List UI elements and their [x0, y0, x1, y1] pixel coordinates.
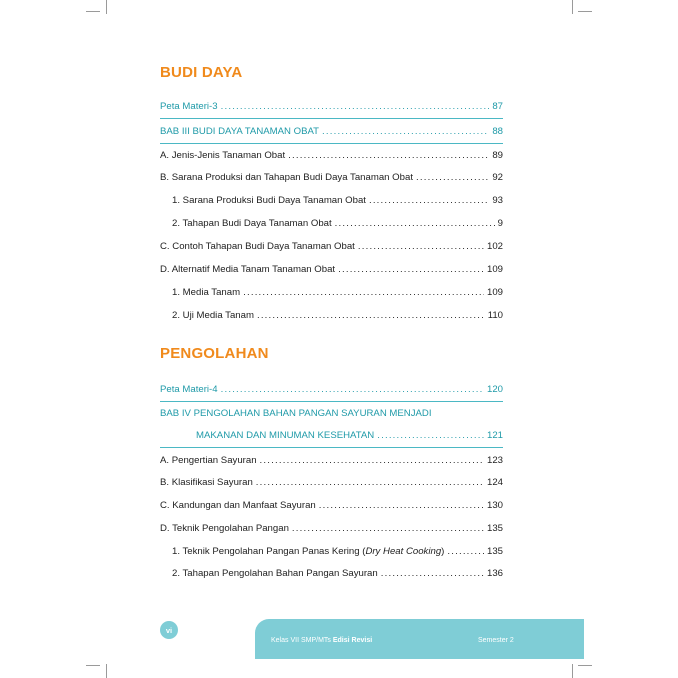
toc-label: A. Pengertian Sayuran — [160, 455, 257, 466]
toc-row[interactable] — [160, 150, 503, 161]
crop-mark — [572, 664, 573, 678]
crop-mark — [106, 0, 107, 14]
toc-page: 136 — [486, 568, 503, 579]
toc-row[interactable] — [160, 384, 503, 395]
toc-label: 1. Teknik Pengolahan Pangan Panas Kering (Dry Heat Cooking) — [172, 546, 445, 557]
crop-mark — [572, 0, 573, 14]
toc-label: BAB III BUDI DAYA TANAMAN OBAT — [160, 126, 320, 137]
toc-page: 130 — [486, 500, 503, 511]
toc-label: Peta Materi-3 — [160, 101, 218, 112]
divider — [160, 447, 503, 448]
toc-label: 1. Sarana Produksi Budi Daya Tanaman Obat — [172, 195, 366, 206]
toc-row[interactable] — [160, 126, 503, 137]
toc-page: 135 — [486, 523, 503, 534]
toc-label: 2. Tahapan Pengolahan Bahan Pangan Sayuran — [172, 568, 378, 579]
section-title-budi-daya: BUDI DAYA — [160, 64, 243, 81]
toc-label: B. Sarana Produksi dan Tahapan Budi Daya Tanaman Obat — [160, 172, 413, 183]
toc-page: 110 — [487, 310, 503, 321]
divider — [160, 118, 503, 119]
toc-row[interactable] — [160, 101, 503, 112]
toc-page: 89 — [492, 150, 503, 161]
section-title-pengolahan: PENGOLAHAN — [160, 345, 269, 362]
page-number-badge: vi — [160, 621, 178, 639]
footer-class-info: Kelas VII SMP/MTs Edisi Revisi — [271, 637, 373, 644]
toc-page: 92 — [492, 172, 503, 183]
toc-page: 87 — [492, 101, 503, 112]
crop-mark — [106, 664, 107, 678]
toc-page: 102 — [486, 241, 503, 252]
toc-page: 109 — [486, 287, 503, 298]
toc-row[interactable] — [160, 477, 503, 488]
toc-label: 1. Media Tanam — [172, 287, 241, 298]
toc-label: C. Contoh Tahapan Budi Daya Tanaman Obat — [160, 241, 355, 252]
toc-label: B. Klasifikasi Sayuran — [160, 477, 253, 488]
toc-row[interactable] — [196, 430, 503, 441]
toc-row[interactable] — [172, 546, 503, 557]
toc-label[interactable]: BAB IV PENGOLAHAN BAHAN PANGAN SAYURAN MENJADI — [160, 408, 432, 419]
toc-row[interactable] — [172, 568, 503, 579]
toc-page: 121 — [486, 430, 503, 441]
toc-label: A. Jenis-Jenis Tanaman Obat — [160, 150, 286, 161]
toc-row[interactable] — [160, 172, 503, 183]
divider — [160, 143, 503, 144]
toc-row[interactable] — [160, 500, 503, 511]
crop-mark — [86, 11, 100, 12]
toc-page: 124 — [486, 477, 503, 488]
footer-semester: Semester 2 — [478, 637, 514, 644]
toc-label: 2. Uji Media Tanam — [172, 310, 254, 321]
toc-label: 2. Tahapan Budi Daya Tanaman Obat — [172, 218, 332, 229]
toc-page: 93 — [492, 195, 503, 206]
toc-page: 88 — [492, 126, 503, 137]
crop-mark — [86, 665, 100, 666]
toc-row[interactable] — [172, 195, 503, 206]
toc-page: 120 — [486, 384, 503, 395]
toc-row[interactable] — [160, 455, 503, 466]
toc-row[interactable] — [160, 523, 503, 534]
toc-label: C. Kandungan dan Manfaat Sayuran — [160, 500, 316, 511]
toc-page: 109 — [486, 264, 503, 275]
crop-mark — [578, 11, 592, 12]
toc-label: D. Alternatif Media Tanam Tanaman Obat — [160, 264, 336, 275]
toc-row[interactable] — [172, 287, 503, 298]
toc-row[interactable] — [172, 310, 503, 321]
toc-page: 9 — [497, 218, 503, 229]
toc-label: D. Teknik Pengolahan Pangan — [160, 523, 289, 534]
toc-row[interactable] — [172, 218, 503, 229]
toc-page: 123 — [486, 455, 503, 466]
crop-mark — [578, 665, 592, 666]
toc-label: Peta Materi-4 — [160, 384, 218, 395]
toc-row[interactable] — [160, 264, 503, 275]
divider — [160, 401, 503, 402]
toc-row[interactable] — [160, 241, 503, 252]
toc-page: 135 — [486, 546, 503, 557]
toc-label: MAKANAN DAN MINUMAN KESEHATAN — [196, 430, 375, 441]
